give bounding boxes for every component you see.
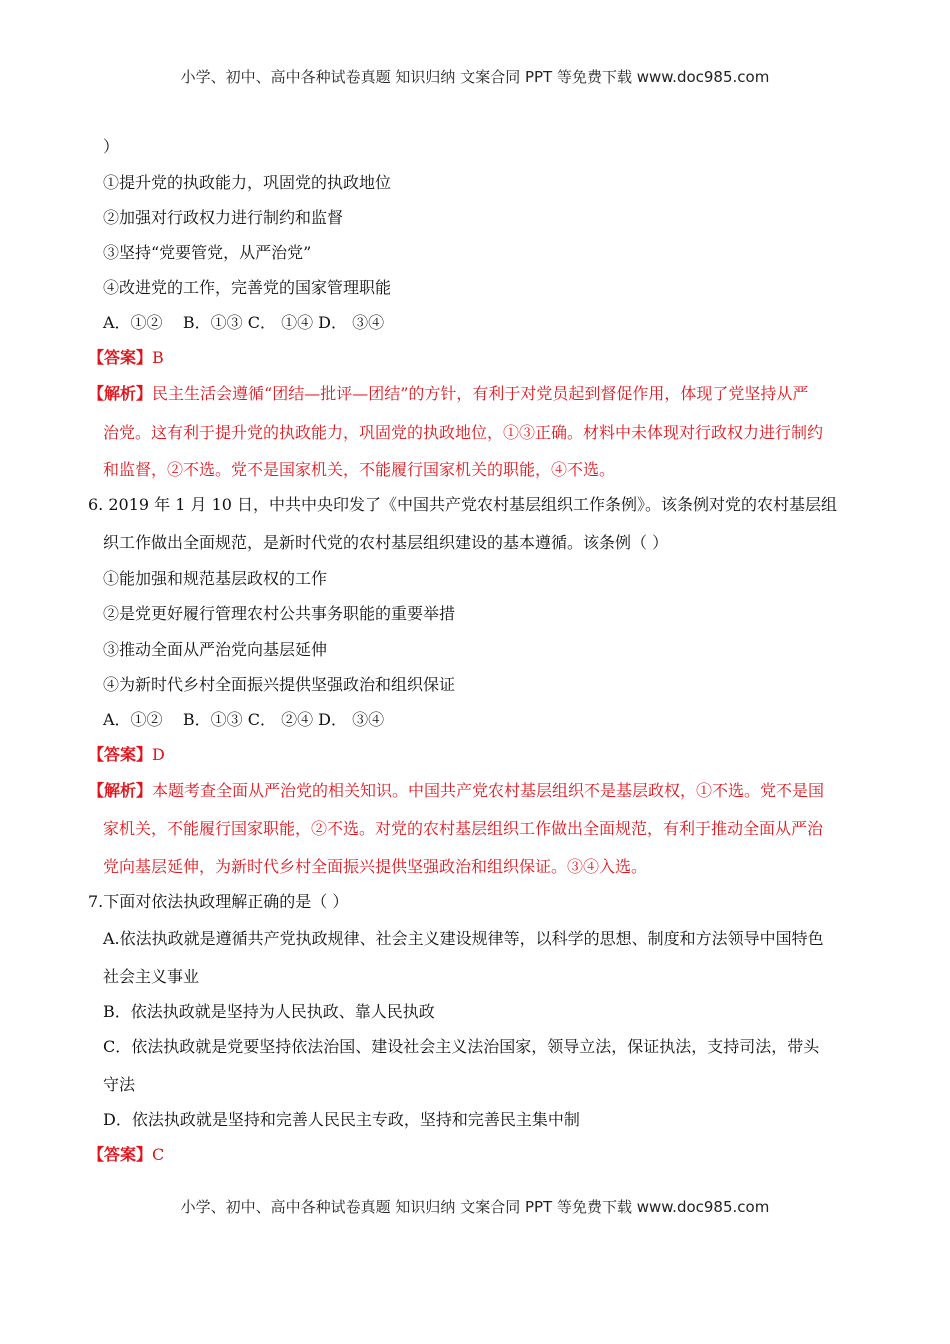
q7-answer-label: 【答案】 <box>88 1145 153 1164</box>
page-footer-banner: 小学、初中、高中各种试卷真题 知识归纳 文案合同 PPT 等免费下载 www.doc985.com <box>180 1198 770 1216</box>
q6-analysis-line-1 <box>88 781 824 801</box>
q5-stem-tail: ） <box>103 137 120 156</box>
q5-choices: A．①② B．①③ C． ①④ D． ③④ <box>103 313 385 332</box>
q5-analysis-line-2: 治党。这有利于提升党的执政能力，巩固党的执政地位，①③正确。材料中未体现对行政权力进行制约 <box>103 423 824 442</box>
q5-analysis-line-3: 和监督，②不选。党不是国家机关，不能履行国家机关的职能，④不选。 <box>103 460 616 479</box>
q7-answer-value: C <box>152 1145 165 1164</box>
page-header-banner: 小学、初中、高中各种试卷真题 知识归纳 文案合同 PPT 等免费下载 www.doc985.com <box>180 68 770 86</box>
q6-analysis-text-1: 本题考查全面从严治党的相关知识。中国共产党农村基层组织不是基层政权，①不选。党不是国 <box>152 781 825 800</box>
q5-option-3: ③坚持“党要管党，从严治党” <box>103 243 312 262</box>
q5-answer <box>88 348 164 368</box>
q5-analysis-label: 【解析】 <box>88 384 153 403</box>
q7-option-a-line-1: A.依法执政就是遵循共产党执政规律、社会主义建设规律等，以科学的思想、制度和方法领导中国特色 <box>103 929 824 948</box>
q5-answer-label: 【答案】 <box>88 348 153 367</box>
q6-answer-value: D <box>152 745 165 764</box>
q6-answer-label: 【答案】 <box>88 745 153 764</box>
q6-analysis-line-2: 家机关，不能履行国家职能，②不选。对党的农村基层组织工作做出全面规范，有利于推动全面从严治 <box>103 819 824 838</box>
q7-option-b: B．依法执政就是坚持为人民执政、靠人民执政 <box>103 1002 435 1021</box>
q7-answer <box>88 1145 164 1165</box>
q5-analysis-line-1 <box>88 384 808 404</box>
q6-analysis-label: 【解析】 <box>88 781 153 800</box>
q6-answer <box>88 745 165 765</box>
q7-option-c-line-2: 守法 <box>103 1075 136 1094</box>
q6-option-2: ②是党更好履行管理农村公共事务职能的重要举措 <box>103 604 456 623</box>
q5-option-1: ①提升党的执政能力，巩固党的执政地位 <box>103 173 392 192</box>
q6-stem-line-1: 6. 2019 年 1 月 10 日，中共中央印发了《中国共产党农村基层组织工作条例》。该条例对党的农村基层组 <box>88 495 838 514</box>
q6-analysis-line-3: 党向基层延伸，为新时代乡村全面振兴提供坚强政治和组织保证。③④入选。 <box>103 857 648 876</box>
q5-option-4: ④改进党的工作，完善党的国家管理职能 <box>103 278 392 297</box>
q7-option-a-line-2: 社会主义事业 <box>103 967 200 986</box>
q7-option-c-line-1: C．依法执政就是党要坚持依法治国、建设社会主义法治国家，领导立法，保证执法，支持司法，带头 <box>103 1037 820 1056</box>
q6-choices: A．①② B．①③ C． ②④ D． ③④ <box>103 710 385 729</box>
q7-stem: 7.下面对依法执政理解正确的是（ ） <box>88 892 349 911</box>
q6-option-4: ④为新时代乡村全面振兴提供坚强政治和组织保证 <box>103 675 456 694</box>
q6-option-3: ③推动全面从严治党向基层延伸 <box>103 640 328 659</box>
q5-answer-value: B <box>152 348 164 367</box>
q7-option-d: D．依法执政就是坚持和完善人民民主专政，坚持和完善民主集中制 <box>103 1110 580 1129</box>
q5-analysis-text-1: 民主生活会遵循“团结—批评—团结”的方针，有利于对党员起到督促作用，体现了党坚持从严 <box>152 384 809 403</box>
q6-option-1: ①能加强和规范基层政权的工作 <box>103 569 328 588</box>
q6-stem-line-2: 织工作做出全面规范，是新时代党的农村基层组织建设的基本遵循。该条例（ ） <box>103 533 669 552</box>
q5-option-2: ②加强对行政权力进行制约和监督 <box>103 208 344 227</box>
